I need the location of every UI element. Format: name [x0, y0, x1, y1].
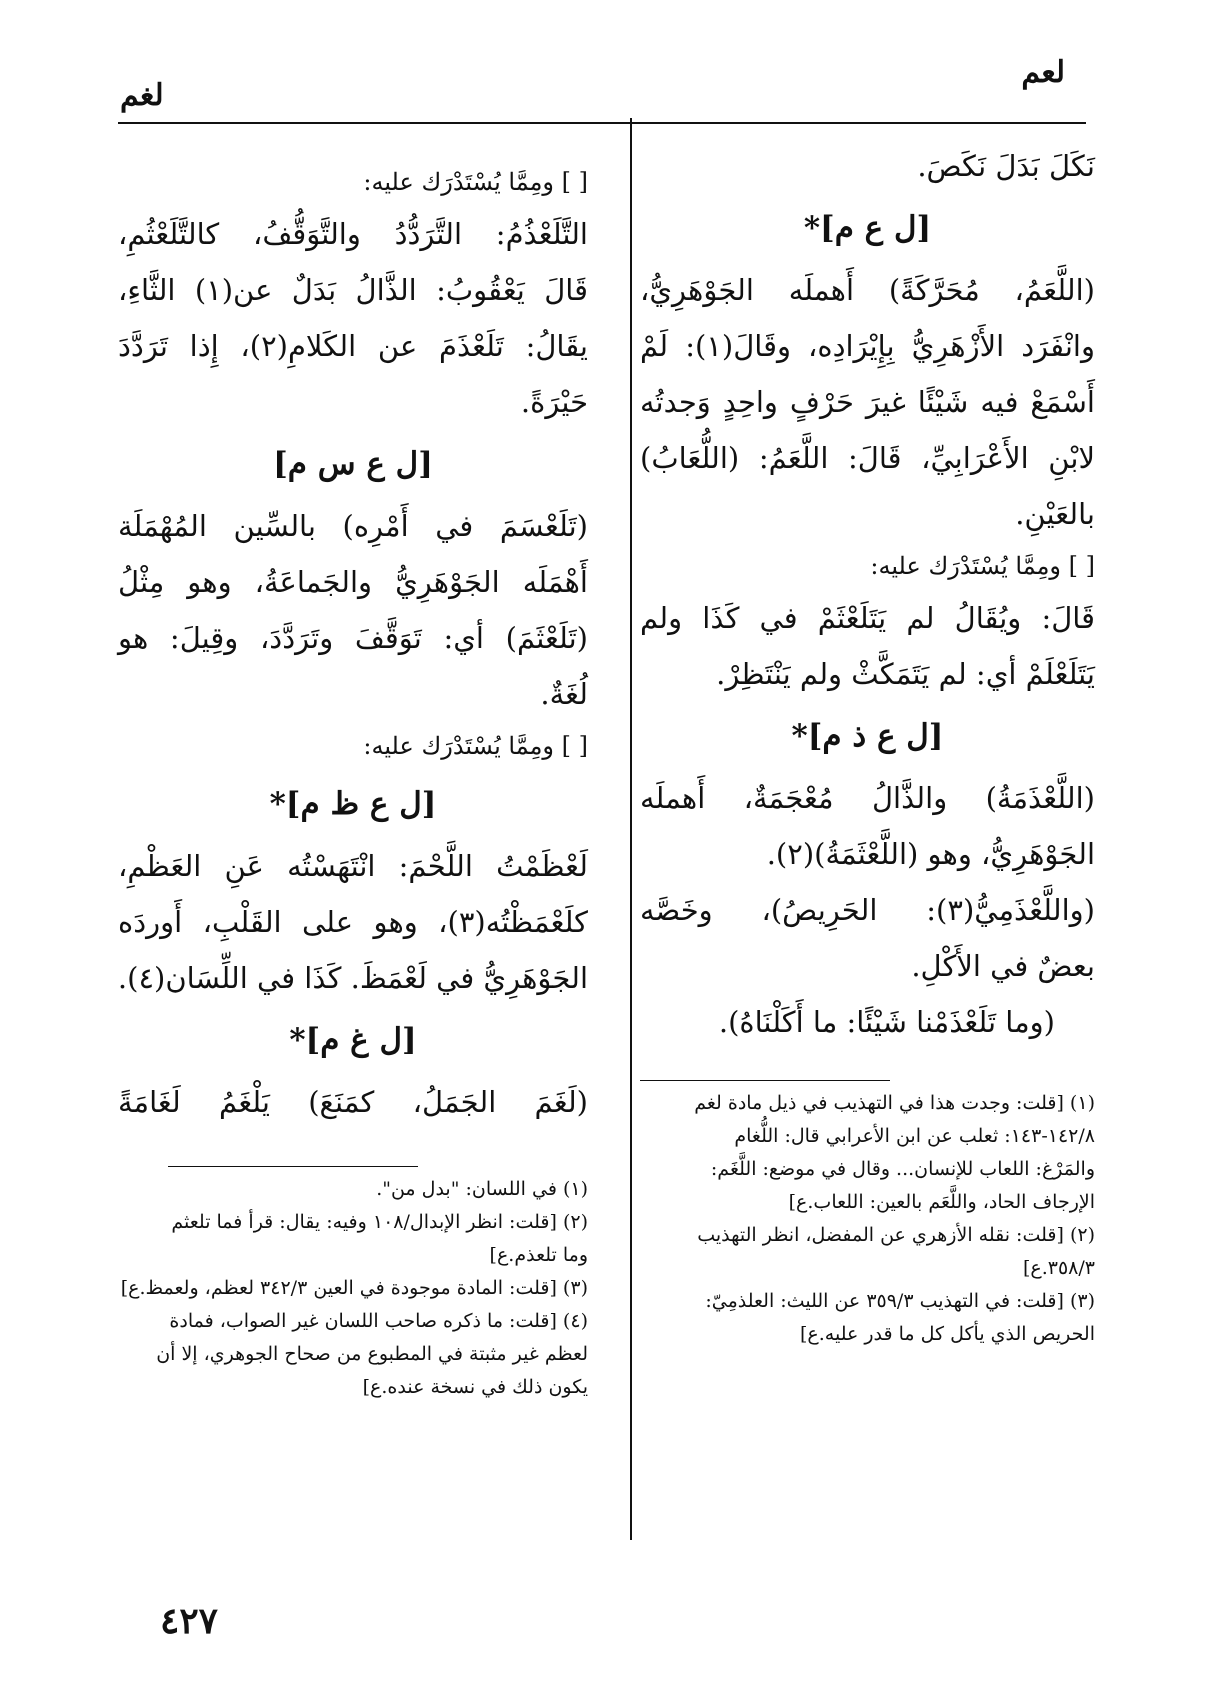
entry-line: الجَوْهَرِيُّ، وهو (اللَّعْثَمَةُ)(٢).: [766, 837, 1095, 871]
entry-line: التَّلَعْذُمُ: التَّرَدُّدُ والتَّوَقُّفُ، كالتَّلَعْثُمِ،: [118, 217, 588, 251]
running-head-left: لغم: [120, 78, 164, 113]
footnote-line: (٣) [قلت: المادة موجودة في العين ٣٤٢/٣ لعظم، ولعمظ.ع]: [120, 1277, 588, 1299]
footnote-rule: [168, 1166, 418, 1167]
footnote-line: الإرجاف الحاد، واللَّعَم بالعين: اللعاب.ع]: [788, 1191, 1095, 1213]
entry-line: أَهْمَلَه الجَوْهَرِيُّ والجَماعَةُ، وهو مِثْلُ: [118, 565, 588, 599]
entry-heading: [ل ع ذ م]*: [791, 718, 944, 754]
entry-line: نَكَلَ بَدَلَ نَكَصَ.: [917, 149, 1095, 183]
entry-line: بالعَيْنِ.: [1015, 497, 1095, 531]
entry-line: لابْنِ الأَعْرَابِيِّ، قَالَ: اللَّعَمُ: (اللُّعَابُ): [640, 441, 1095, 475]
entry-line: وانْفَرَد الأَزْهَرِيُّ بِإِيْرَادِه، وقَالَ(١): لَمْ: [640, 329, 1095, 363]
column-divider: [630, 118, 632, 1540]
entry-line: (وما تَلَعْذَمْنا شَيْئًا: ما أَكَلْنَاهُ).: [718, 1005, 1055, 1039]
entry-line: (لَغَمَ الجَمَلُ، كمَنَعَ) يَلْغَمُ لَغَامَةً: [118, 1085, 588, 1119]
entry-line: حَيْرَةً.: [520, 385, 588, 419]
footnote-line: (١) [قلت: وجدت هذا في التهذيب في ذيل مادة لغم: [694, 1092, 1095, 1114]
right-column: [640, 138, 1095, 1351]
entry-line: (اللَّعَمُ، مُحَرَّكَةً) أَهملَه الجَوْهَرِيُّ،: [640, 273, 1095, 307]
entry-line: (تَلَعْسَمَ في أَمْرِه) بالسِّين المُهْمَلَة: [118, 509, 588, 543]
entry-line: (اللَّعْذَمَةُ) والذَّالُ مُعْجَمَةٌ، أَهملَه: [640, 781, 1095, 815]
footnote-line: ١٤٢/٨-١٤٣: ثعلب عن ابن الأعرابي قال: اللُّغام: [734, 1125, 1095, 1147]
entry-line: لُغَةٌ.: [540, 677, 588, 711]
entry-line: يَتَلَعْلَمْ أي: لم يَتَمَكَّثْ ولم يَنْتَظِرْ.: [716, 657, 1095, 691]
entry-line: الجَوْهَرِيُّ في لَعْمَظَ. كَذَا في اللِّسَان(٤).: [117, 961, 588, 995]
footnote-line: ٣٥٨/٣.ع]: [1022, 1257, 1095, 1279]
left-column: [118, 158, 588, 1404]
entry-line: بعضٌ في الأَكْلِ.: [911, 949, 1095, 983]
supplement-marker: [ ] ومِمَّا يُسْتَدْرَك عليه:: [870, 552, 1095, 580]
footnote-rule: [640, 1080, 890, 1081]
entry-line: لَعْظَمْتُ اللَّحْمَ: انْتَهَسْتُه عَنِ العَظْمِ،: [118, 849, 588, 883]
footnote-line: لعظم غير مثبتة في المطبوع من صحاح الجوهري، إلا أن: [156, 1343, 588, 1365]
footnote-line: (٢) [قلت: انظر الإبدال/١٠٨ وفيه: يقال: قرأ فما تلعثم: [171, 1211, 588, 1233]
page-number: ٤٢٧: [160, 1600, 219, 1642]
running-head-right: لعم: [1021, 55, 1065, 90]
entry-line: قَالَ يَعْقُوبُ: الذَّالُ بَدَلٌ عن(١) الثَّاءِ،: [118, 273, 588, 307]
footnote-line: (١) في اللسان: "بدل من".: [376, 1178, 588, 1200]
header-rule: [118, 122, 1086, 124]
entry-line: قَالَ: ويُقَالُ لم يَتَلَعْثَمْ في كَذَا ولم: [640, 601, 1095, 635]
entry-line: (تَلَعْثَمَ) أي: تَوَقَّفَ وتَرَدَّدَ، وقِيلَ: هو: [118, 621, 588, 655]
entry-heading: [ل غ م]*: [289, 1022, 417, 1058]
entry-line: أَسْمَعْ فيه شَيْئًا غيرَ حَرْفٍ واحِدٍ وَجدتُه: [640, 385, 1095, 419]
footnote-line: (٢) [قلت: نقله الأزهري عن المفضل، انظر التهذيب: [697, 1224, 1095, 1246]
footnote-line: والمَرْغ: اللعاب للإنسان... وقال في موضع: اللَّغَم:: [710, 1158, 1095, 1180]
entry-line: كلَعْمَظْتُه(٣)، وهو على القَلْبِ، أَوردَه: [118, 905, 588, 939]
entry-heading: [ل ع م]*: [803, 210, 932, 246]
footnote-line: (٤) [قلت: ما ذكره صاحب اللسان غير الصواب، فمادة: [169, 1310, 588, 1332]
supplement-marker: [ ] ومِمَّا يُسْتَدْرَك عليه:: [363, 168, 588, 196]
entry-heading: [ل ع ظ م]*: [269, 786, 437, 822]
footnote-line: الحريص الذي يأكل كل ما قدر عليه.ع]: [799, 1323, 1095, 1345]
supplement-marker: [ ] ومِمَّا يُسْتَدْرَك عليه:: [363, 732, 588, 760]
entry-heading: [ل ع س م]: [273, 446, 433, 482]
footnote-line: (٣) [قلت: في التهذيب ٣٥٩/٣ عن الليث: العلذمِيّ:: [705, 1290, 1095, 1312]
entry-line: (واللَّعْذَمِيُّ(٣): الحَرِيصُ)، وخَصَّه: [640, 893, 1095, 927]
entry-line: يقَالُ: تَلَعْذَمَ عن الكَلامِ(٢)، إِذا تَرَدَّدَ: [118, 329, 588, 363]
footnote-line: يكون ذلك في نسخة عنده.ع]: [362, 1376, 588, 1398]
footnote-line: وما تلعذم.ع]: [489, 1244, 588, 1266]
